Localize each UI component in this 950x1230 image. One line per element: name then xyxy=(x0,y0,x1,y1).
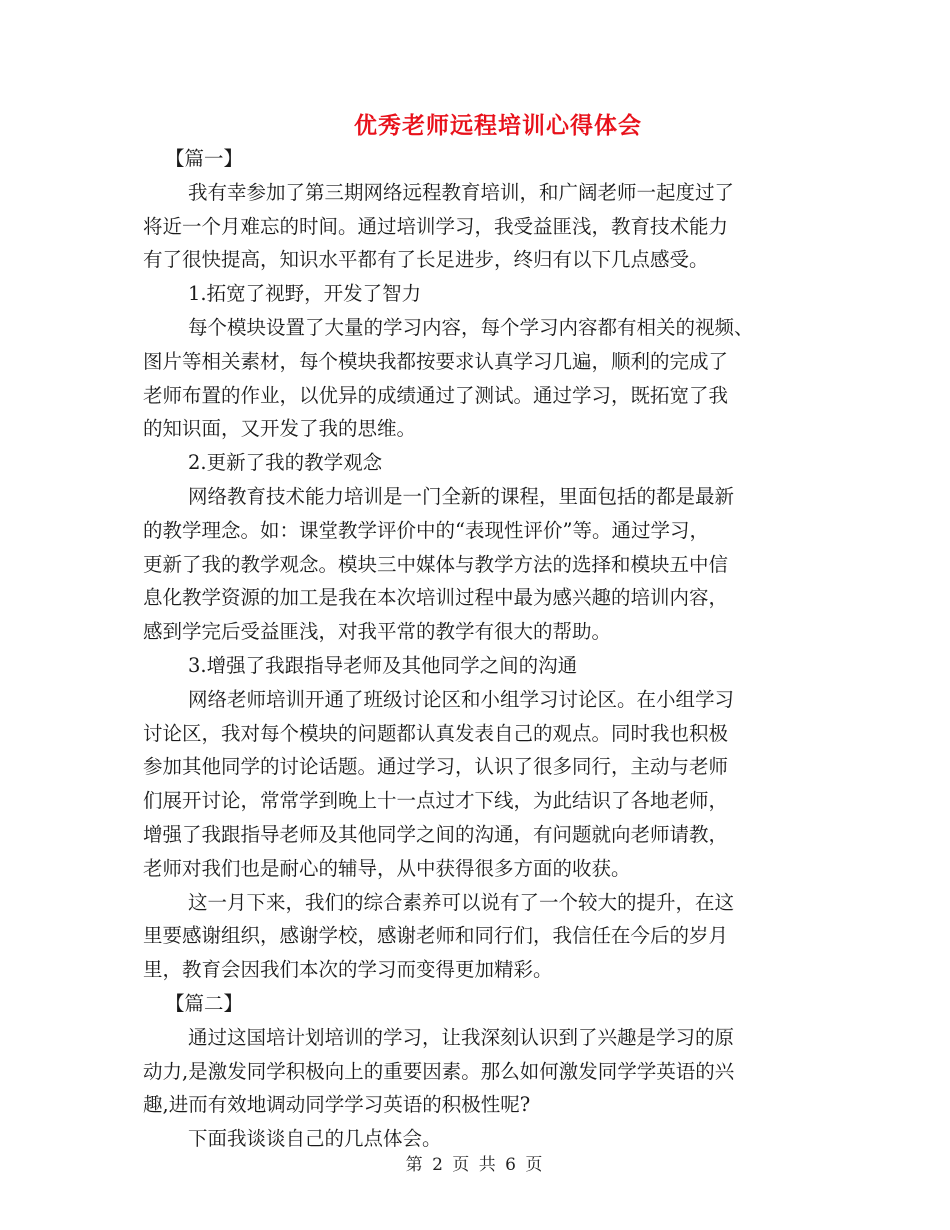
text-line: 动力,是激发同学积极向上的重要因素。那么如何激发同学学英语的兴 xyxy=(143,1059,735,1083)
text-line: 网络老师培训开通了班级讨论区和小组学习讨论区。在小组学习 xyxy=(188,687,735,711)
text-line: 更新了我的教学观念。模块三中媒体与教学方法的选择和模块五中信 xyxy=(143,552,729,576)
document-title: 优秀老师远程培训心得体会 xyxy=(354,112,642,139)
text-line: 参加其他同学的讨论话题。通过学习，认识了很多同行，主动与老师 xyxy=(143,755,729,779)
text-line: 增强了我跟指导老师及其他同学之间的沟通，有问题就向老师请教， xyxy=(143,822,729,846)
page-footer: 第 2 页 共 6 页 xyxy=(405,1155,545,1175)
text-line: 感到学完后受益匪浅，对我平常的教学有很大的帮助。 xyxy=(143,620,612,644)
text-line: 图片等相关素材，每个模块我都按要求认真学习几遍，顺利的完成了 xyxy=(143,349,729,373)
text-line: 息化教学资源的加工是我在本次培训过程中最为感兴趣的培训内容， xyxy=(143,586,729,610)
text-line: 这一月下来，我们的综合素养可以说有了一个较大的提升，在这 xyxy=(188,890,735,914)
text-line: 趣,进而有效地调动同学学习英语的积极性呢? xyxy=(143,1093,531,1117)
text-line: 【篇二】 xyxy=(165,991,244,1015)
text-line: 老师对我们也是耐心的辅导，从中获得很多方面的收获。 xyxy=(143,856,631,880)
text-line: 【篇一】 xyxy=(165,147,244,170)
text-line: 有了很快提高，知识水平都有了长足进步，终归有以下几点感受。 xyxy=(143,248,709,272)
text-line: 2.更新了我的教学观念 xyxy=(188,451,383,475)
text-line: 3.增强了我跟指导老师及其他同学之间的沟通 xyxy=(188,653,578,677)
text-line: 老师布置的作业，以优异的成绩通过了测试。通过学习，既拓宽了我 xyxy=(143,383,729,407)
text-line: 讨论区，我对每个模块的问题都认真发表自己的观点。同时我也积极 xyxy=(143,721,729,745)
text-line: 将近一个月难忘的时间。通过培训学习，我受益匪浅，教育技术能力 xyxy=(143,214,729,238)
text-line: 的教学理念。如：课堂教学评价中的“表现性评价”等。通过学习， xyxy=(143,518,709,542)
text-line: 1.拓宽了视野，开发了智力 xyxy=(188,282,422,306)
text-line: 们展开讨论，常常学到晚上十一点过才下线，为此结识了各地老师， xyxy=(143,789,729,813)
text-line: 每个模块设置了大量的学习内容，每个学习内容都有相关的视频、 xyxy=(188,315,754,339)
text-line: 通过这国培计划培训的学习，让我深刻认识到了兴趣是学习的原 xyxy=(188,1025,735,1049)
document-body xyxy=(143,142,813,1156)
text-line: 我有幸参加了第三期网络远程教育培训，和广阔老师一起度过了 xyxy=(188,180,735,204)
text-line: 的知识面，又开发了我的思维。 xyxy=(143,417,417,441)
text-line: 里，教育会因我们本次的学习而变得更加精彩。 xyxy=(143,958,553,982)
text-line: 网络教育技术能力培训是一门全新的课程，里面包括的都是最新 xyxy=(188,484,735,508)
text-line: 下面我谈谈自己的几点体会。 xyxy=(188,1127,442,1151)
text-line: 里要感谢组织，感谢学校，感谢老师和同行们，我信任在今后的岁月 xyxy=(143,924,729,948)
